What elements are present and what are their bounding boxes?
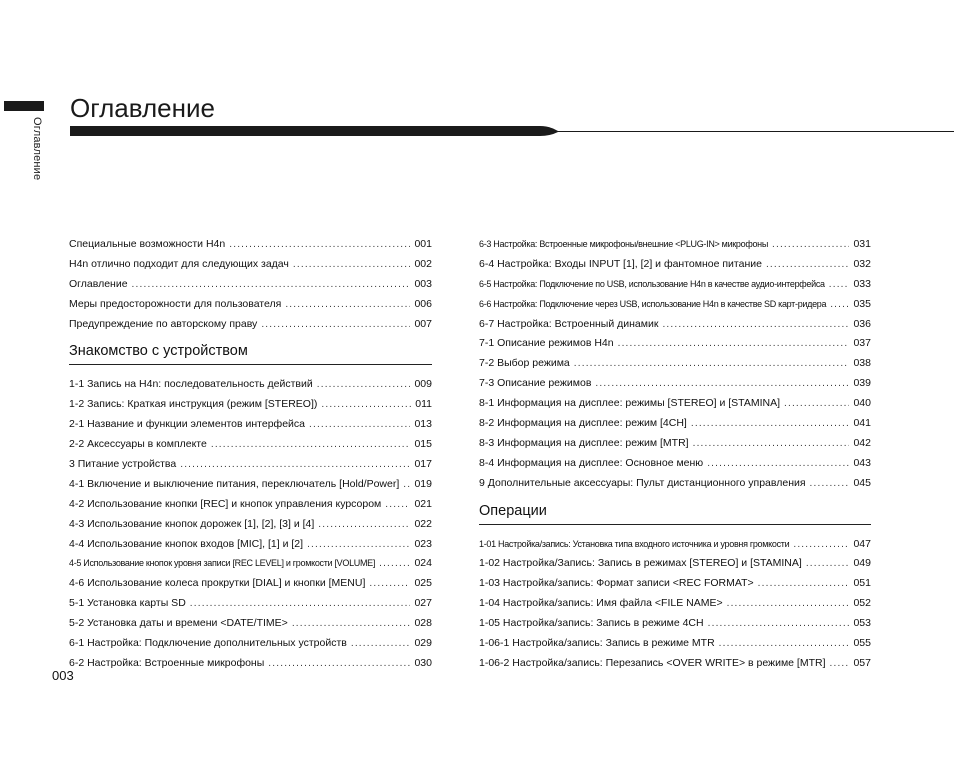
toc-entry-page: 043 — [853, 456, 871, 469]
toc-entry-title: 8-3 Информация на дисплее: режим [MTR] — [479, 436, 689, 449]
toc-dot-leader — [351, 634, 411, 654]
toc-entry-title: 4-2 Использование кнопки [REC] и кнопок управления курсором — [69, 497, 382, 510]
toc-dot-leader — [180, 455, 410, 475]
toc-dot-leader — [662, 315, 849, 335]
toc-entry-title: Меры предосторожности для пользователя — [69, 297, 282, 310]
toc-entry-page: 045 — [853, 476, 871, 489]
toc-entry[interactable] — [479, 414, 871, 434]
toc-dot-leader — [829, 275, 850, 295]
toc-entry-title: 4-5 Использование кнопок уровня записи [REC LEVEL] и громкости [VOLUME] — [69, 558, 376, 569]
toc-dot-leader — [379, 554, 410, 574]
toc-dot-leader — [830, 295, 849, 315]
toc-dot-leader — [385, 495, 410, 515]
toc-entry-title: 1-06-2 Настройка/запись: Перезапись <OVER WRITE> в режиме [MTR] — [479, 656, 826, 669]
toc-entry-page: 041 — [853, 417, 871, 430]
toc-dot-leader — [211, 435, 411, 455]
toc-entry-page: 027 — [414, 597, 432, 610]
toc-dot-leader — [318, 515, 410, 535]
toc-dot-leader — [268, 654, 410, 674]
toc-entry[interactable] — [479, 275, 871, 295]
toc-dot-leader — [766, 255, 850, 275]
toc-entry-title: 1-06-1 Настройка/запись: Запись в режиме MTR — [479, 637, 715, 650]
toc-setup-list — [479, 235, 871, 494]
toc-dot-leader — [317, 375, 411, 395]
toc-entry-title: 1-01 Настройка/запись: Установка типа входного источника и уровня громкости — [479, 538, 790, 549]
toc-entry-title: 3 Питание устройства — [69, 458, 177, 471]
toc-entry[interactable] — [69, 295, 432, 315]
section-heading-operations: Операции — [479, 502, 871, 525]
toc-dot-leader — [707, 454, 849, 474]
toc-entry[interactable] — [69, 435, 432, 455]
toc-dot-leader — [369, 574, 410, 594]
toc-entry-title: Предупреждение по авторскому праву — [69, 317, 258, 330]
toc-entry-page: 030 — [414, 656, 432, 669]
toc-dot-leader — [806, 554, 850, 574]
toc-entry[interactable] — [69, 235, 432, 255]
toc-intro-list — [69, 235, 432, 334]
toc-entry[interactable] — [69, 594, 432, 614]
toc-entry-page: 040 — [853, 397, 871, 410]
toc-entry-title: 6-7 Настройка: Встроенный динамик — [479, 317, 659, 330]
toc-entry-title: 5-1 Установка карты SD — [69, 597, 186, 610]
toc-entry-page: 015 — [414, 438, 432, 451]
toc-section-list — [69, 375, 432, 673]
toc-entry-page: 038 — [853, 357, 871, 370]
toc-right-column — [479, 235, 871, 674]
toc-entry-page: 002 — [414, 257, 432, 270]
toc-entry-page: 011 — [415, 398, 432, 411]
toc-entry-title: 1-04 Настройка/запись: Имя файла <FILE NAME> — [479, 597, 723, 610]
toc-entry-page: 047 — [853, 537, 871, 550]
toc-entry[interactable] — [479, 454, 871, 474]
toc-entry[interactable] — [479, 295, 871, 315]
toc-entry[interactable] — [69, 315, 432, 335]
toc-entry-page: 019 — [414, 477, 432, 490]
toc-entry-page: 051 — [853, 577, 871, 590]
toc-entry-page: 021 — [414, 497, 432, 510]
toc-entry-title: 5-2 Установка даты и времени <DATE/TIME> — [69, 617, 288, 630]
toc-entry-title: 6-5 Настройка: Подключение по USB, использование H4n в качестве аудио-интерфейса — [479, 278, 825, 289]
toc-entry-title: 4-3 Использование кнопок дорожек [1], [2], [3] и [4] — [69, 517, 315, 530]
toc-entry-page: 006 — [414, 297, 432, 310]
toc-entry[interactable] — [479, 594, 871, 614]
toc-dot-leader — [727, 594, 850, 614]
toc-entry-title: 1-03 Настройка/запись: Формат записи <REC FORMAT> — [479, 577, 754, 590]
toc-entry-page: 029 — [414, 637, 432, 650]
toc-entry-page: 024 — [414, 557, 432, 570]
toc-entry-page: 009 — [414, 378, 432, 391]
toc-entry-title: 7-2 Выбор режима — [479, 357, 570, 370]
toc-dot-leader — [293, 255, 411, 275]
toc-entry[interactable] — [479, 634, 871, 654]
toc-entry[interactable] — [69, 515, 432, 535]
toc-entry-title: 1-1 Запись на H4n: последовательность действий — [69, 378, 313, 391]
toc-left-column — [69, 235, 432, 674]
toc-dot-leader — [830, 654, 850, 674]
toc-entry[interactable] — [479, 535, 871, 555]
toc-dot-leader — [758, 574, 850, 594]
toc-entry[interactable] — [69, 574, 432, 594]
toc-entry-title: 8-4 Информация на дисплее: Основное меню — [479, 456, 704, 469]
toc-entry[interactable] — [69, 634, 432, 654]
toc-entry[interactable] — [479, 474, 871, 494]
toc-entry-page: 017 — [414, 458, 432, 471]
toc-entry[interactable] — [69, 614, 432, 634]
toc-dot-leader — [321, 395, 411, 415]
toc-entry[interactable] — [69, 475, 432, 495]
toc-entry-page: 042 — [853, 436, 871, 449]
title-rule — [70, 125, 954, 136]
toc-entry-page: 053 — [853, 617, 871, 630]
toc-dot-leader — [292, 614, 411, 634]
toc-entry[interactable] — [479, 315, 871, 335]
toc-dot-leader — [309, 415, 410, 435]
toc-entry[interactable] — [69, 554, 432, 574]
toc-dot-leader — [784, 394, 849, 414]
toc-entry-title: Оглавление — [69, 277, 128, 290]
toc-dot-leader — [403, 475, 410, 495]
toc-entry-page: 007 — [414, 317, 432, 330]
toc-entry-page: 003 — [414, 277, 432, 290]
toc-entry-title: Специальные возможности H4n — [69, 238, 226, 250]
toc-entry-title: 4-4 Использование кнопок входов [MIC], [1] и [2] — [69, 537, 304, 550]
toc-dot-leader — [285, 295, 410, 315]
toc-entry-title: 2-1 Название и функции элементов интерфейса — [69, 418, 305, 431]
toc-dot-leader — [190, 594, 411, 614]
toc-entry-title: 8-1 Информация на дисплее: режимы [STEREO] и [STAMINA] — [479, 397, 780, 410]
toc-entry-page: 035 — [853, 297, 871, 310]
toc-entry-page: 023 — [414, 537, 432, 550]
toc-dot-leader — [693, 434, 850, 454]
toc-entry[interactable] — [69, 375, 432, 395]
toc-dot-leader — [708, 614, 850, 634]
toc-entry-title: 6-1 Настройка: Подключение дополнительных устройств — [69, 637, 347, 650]
toc-entry-title: H4n отлично подходит для следующих задач — [69, 257, 289, 270]
toc-entry-page: 039 — [853, 377, 871, 390]
toc-entry[interactable] — [69, 654, 432, 674]
toc-entry-title: 6-6 Настройка: Подключение через USB, использование H4n в качестве SD карт-ридера — [479, 298, 827, 309]
toc-dot-leader — [132, 275, 411, 295]
toc-dot-leader — [261, 315, 410, 335]
toc-entry-title: 1-2 Запись: Краткая инструкция (режим [STEREO]) — [69, 398, 318, 411]
section-heading-intro: Знакомство с устройством — [69, 342, 432, 365]
toc-entry[interactable] — [479, 235, 871, 255]
toc-entry-title: 4-6 Использование колеса прокрутки [DIAL] и кнопки [MENU] — [69, 577, 366, 590]
toc-entry[interactable] — [479, 654, 871, 674]
toc-entry[interactable] — [479, 374, 871, 394]
toc-entry-page: 033 — [853, 277, 871, 290]
toc-dot-leader — [595, 374, 849, 394]
toc-entry-page: 022 — [414, 517, 432, 530]
page-number: 003 — [52, 668, 74, 683]
toc-entry-page: 032 — [853, 257, 871, 270]
toc-entry[interactable] — [69, 415, 432, 435]
toc-entry[interactable] — [479, 434, 871, 454]
toc-dot-leader — [574, 354, 850, 374]
toc-entry-title: 4-1 Включение и выключение питания, переключатель [Hold/Power] — [69, 477, 400, 490]
toc-operations-list — [479, 535, 871, 674]
toc-entry-title: 2-2 Аксессуары в комплекте — [69, 438, 207, 451]
toc-entry-page: 036 — [853, 317, 871, 330]
toc-entry-title: 7-1 Описание режимов H4n — [479, 337, 614, 350]
side-tab-label: Оглавление — [31, 117, 43, 181]
toc-dot-leader — [772, 235, 849, 255]
page-title: Оглавление — [70, 93, 215, 123]
toc-entry[interactable] — [69, 495, 432, 515]
toc-entry-title: 1-05 Настройка/запись: Запись в режиме 4CH — [479, 617, 704, 630]
toc-entry-page: 028 — [414, 617, 432, 630]
toc-entry-title: 7-3 Описание режимов — [479, 377, 592, 390]
toc-dot-leader — [719, 634, 850, 654]
toc-entry-title: 6-3 Настройка: Встроенные микрофоны/внешние <PLUG-IN> микрофоны — [479, 239, 768, 249]
toc-entry-page: 001 — [414, 238, 432, 250]
toc-entry-page: 055 — [853, 637, 871, 650]
toc-entry[interactable] — [69, 535, 432, 555]
toc-dot-leader — [691, 414, 850, 434]
toc-entry-page: 031 — [853, 238, 871, 250]
toc-entry-title: 9 Дополнительные аксессуары: Пульт дистанционного управления — [479, 476, 806, 489]
toc-entry[interactable] — [479, 255, 871, 275]
toc-entry-title: 6-4 Настройка: Входы INPUT [1], [2] и фантомное питание — [479, 257, 762, 270]
toc-entry[interactable] — [69, 395, 432, 415]
toc-entry[interactable] — [479, 394, 871, 414]
toc-dot-leader — [307, 535, 410, 555]
toc-dot-leader — [618, 334, 850, 354]
toc-entry-page: 049 — [853, 557, 871, 570]
toc-entry-page: 052 — [853, 597, 871, 610]
toc-entry-page: 037 — [853, 337, 871, 350]
toc-entry-page: 013 — [414, 418, 432, 431]
toc-entry[interactable] — [479, 614, 871, 634]
toc-entry-title: 1-02 Настройка/Запись: Запись в режимах [STEREO] и [STAMINA] — [479, 557, 802, 570]
toc-dot-leader — [793, 535, 849, 555]
toc-entry-title: 8-2 Информация на дисплее: режим [4CH] — [479, 417, 687, 430]
toc-entry[interactable] — [479, 574, 871, 594]
toc-dot-leader — [229, 235, 410, 255]
toc-entry-page: 057 — [853, 656, 871, 669]
toc-entry-page: 025 — [414, 577, 432, 590]
toc-entry[interactable] — [479, 334, 871, 354]
side-tab-marker — [4, 101, 44, 111]
toc-entry[interactable] — [479, 554, 871, 574]
toc-entry[interactable] — [479, 354, 871, 374]
toc-entry[interactable] — [69, 455, 432, 475]
toc-entry[interactable] — [69, 255, 432, 275]
toc-entry[interactable] — [69, 275, 432, 295]
toc-dot-leader — [810, 474, 850, 494]
toc-entry-title: 6-2 Настройка: Встроенные микрофоны — [69, 656, 265, 669]
